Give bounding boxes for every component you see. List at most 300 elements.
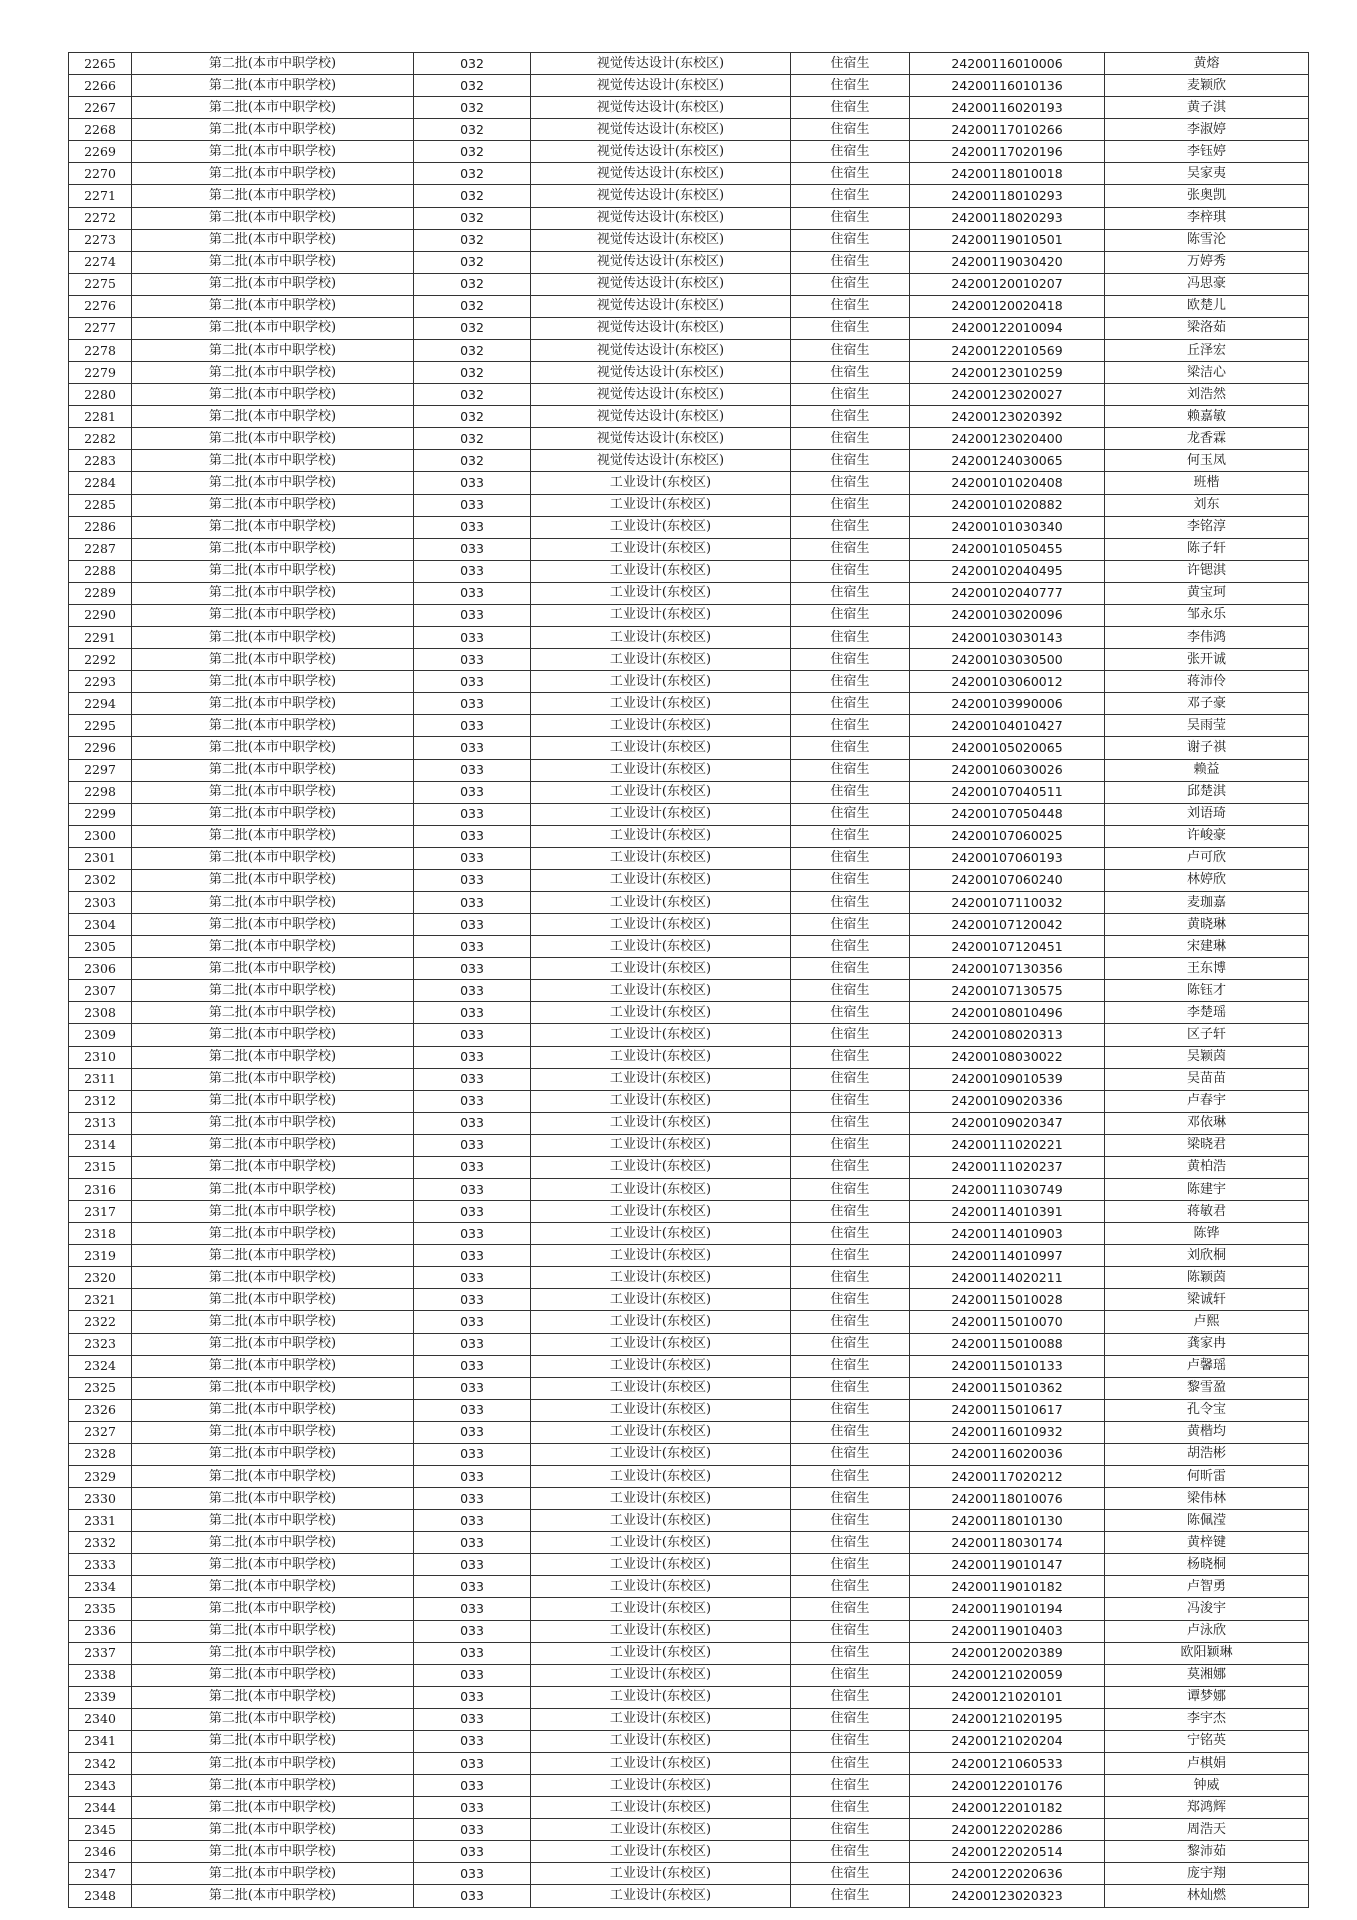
row-number: 2275 [69,273,132,295]
major-code-cell: 033 [414,847,531,869]
exam-number-cell: 24200116020193 [910,97,1105,119]
table-row [69,627,1309,649]
table-row [69,207,1309,229]
exam-number-cell: 24200121020101 [910,1686,1105,1708]
boarding-cell: 住宿生 [791,1576,910,1598]
batch-cell: 第二批(本市中职学校) [132,825,414,847]
student-name-cell: 张奥凯 [1105,185,1309,207]
major-code-cell: 032 [414,141,531,163]
table-row [69,825,1309,847]
exam-number-cell: 24200111030749 [910,1178,1105,1200]
boarding-cell: 住宿生 [791,560,910,582]
major-name-cell: 工业设计(东校区) [531,1355,791,1377]
batch-cell: 第二批(本市中职学校) [132,1156,414,1178]
major-code-cell: 033 [414,781,531,803]
table-row [69,781,1309,803]
major-name-cell: 工业设计(东校区) [531,869,791,891]
batch-cell: 第二批(本市中职学校) [132,1598,414,1620]
major-name-cell: 工业设计(东校区) [531,1333,791,1355]
student-name-cell: 刘欣桐 [1105,1245,1309,1267]
table-row [69,649,1309,671]
exam-number-cell: 24200122020636 [910,1863,1105,1885]
exam-number-cell: 24200116010006 [910,53,1105,75]
student-name-cell: 邓子豪 [1105,693,1309,715]
major-name-cell: 工业设计(东校区) [531,1488,791,1510]
major-code-cell: 033 [414,1355,531,1377]
exam-number-cell: 24200103990006 [910,693,1105,715]
boarding-cell: 住宿生 [791,450,910,472]
row-number: 2327 [69,1421,132,1443]
exam-number-cell: 24200118010130 [910,1510,1105,1532]
boarding-cell: 住宿生 [791,803,910,825]
major-name-cell: 工业设计(东校区) [531,1753,791,1775]
batch-cell: 第二批(本市中职学校) [132,53,414,75]
row-number: 2328 [69,1443,132,1465]
student-name-cell: 陈建宇 [1105,1178,1309,1200]
student-name-cell: 林婷欣 [1105,869,1309,891]
student-name-cell: 黎雪盈 [1105,1377,1309,1399]
major-name-cell: 工业设计(东校区) [531,582,791,604]
major-name-cell: 工业设计(东校区) [531,1068,791,1090]
row-number: 2282 [69,428,132,450]
batch-cell: 第二批(本市中职学校) [132,1466,414,1488]
major-code-cell: 033 [414,1443,531,1465]
boarding-cell: 住宿生 [791,406,910,428]
student-name-cell: 黄晓琳 [1105,914,1309,936]
major-code-cell: 033 [414,1178,531,1200]
boarding-cell: 住宿生 [791,1333,910,1355]
major-code-cell: 033 [414,1289,531,1311]
batch-cell: 第二批(本市中职学校) [132,472,414,494]
batch-cell: 第二批(本市中职学校) [132,273,414,295]
boarding-cell: 住宿生 [791,627,910,649]
boarding-cell: 住宿生 [791,914,910,936]
student-name-cell: 许锶淇 [1105,560,1309,582]
student-name-cell: 李楚瑶 [1105,1002,1309,1024]
student-name-cell: 黄子淇 [1105,97,1309,119]
batch-cell: 第二批(本市中职学校) [132,251,414,273]
row-number: 2287 [69,538,132,560]
major-name-cell: 工业设计(东校区) [531,1554,791,1576]
major-name-cell: 工业设计(东校区) [531,1885,791,1907]
row-number: 2295 [69,715,132,737]
major-name-cell: 工业设计(东校区) [531,560,791,582]
table-row [69,494,1309,516]
major-code-cell: 033 [414,803,531,825]
student-name-cell: 宋建琳 [1105,936,1309,958]
exam-number-cell: 24200119010501 [910,229,1105,251]
exam-number-cell: 24200107120042 [910,914,1105,936]
major-code-cell: 033 [414,1421,531,1443]
major-code-cell: 033 [414,1002,531,1024]
boarding-cell: 住宿生 [791,494,910,516]
major-name-cell: 工业设计(东校区) [531,1245,791,1267]
batch-cell: 第二批(本市中职学校) [132,340,414,362]
major-code-cell: 032 [414,362,531,384]
row-number: 2279 [69,362,132,384]
table-row [69,1134,1309,1156]
major-name-cell: 视觉传达设计(东校区) [531,229,791,251]
row-number: 2315 [69,1156,132,1178]
row-number: 2270 [69,163,132,185]
table-row [69,53,1309,75]
table-row [69,1311,1309,1333]
table-row [69,1488,1309,1510]
student-name-cell: 吴颖茵 [1105,1046,1309,1068]
student-name-cell: 邹永乐 [1105,604,1309,626]
exam-number-cell: 24200122010569 [910,340,1105,362]
major-name-cell: 工业设计(东校区) [531,1598,791,1620]
row-number: 2341 [69,1730,132,1752]
major-code-cell: 033 [414,1554,531,1576]
major-name-cell: 工业设计(东校区) [531,1664,791,1686]
batch-cell: 第二批(本市中职学校) [132,1532,414,1554]
boarding-cell: 住宿生 [791,1245,910,1267]
table-row [69,1576,1309,1598]
major-name-cell: 工业设计(东校区) [531,1267,791,1289]
major-code-cell: 033 [414,1068,531,1090]
student-name-cell: 黎沛茹 [1105,1841,1309,1863]
major-name-cell: 工业设计(东校区) [531,1576,791,1598]
table-row [69,1819,1309,1841]
major-code-cell: 032 [414,229,531,251]
exam-number-cell: 24200123020400 [910,428,1105,450]
table-row [69,1178,1309,1200]
boarding-cell: 住宿生 [791,251,910,273]
major-code-cell: 033 [414,560,531,582]
exam-number-cell: 24200122020286 [910,1819,1105,1841]
exam-number-cell: 24200121060533 [910,1753,1105,1775]
major-name-cell: 工业设计(东校区) [531,494,791,516]
table-row [69,1201,1309,1223]
exam-number-cell: 24200103030500 [910,649,1105,671]
exam-number-cell: 24200102040495 [910,560,1105,582]
major-code-cell: 033 [414,1134,531,1156]
major-code-cell: 033 [414,1708,531,1730]
major-code-cell: 032 [414,251,531,273]
row-number: 2305 [69,936,132,958]
batch-cell: 第二批(本市中职学校) [132,1178,414,1200]
major-code-cell: 033 [414,1576,531,1598]
student-name-cell: 卢可欣 [1105,847,1309,869]
row-number: 2299 [69,803,132,825]
table-row [69,1510,1309,1532]
boarding-cell: 住宿生 [791,1598,910,1620]
major-code-cell: 033 [414,1112,531,1134]
student-name-cell: 麦珈嘉 [1105,891,1309,913]
table-row [69,1289,1309,1311]
student-name-cell: 王东博 [1105,958,1309,980]
major-code-cell: 032 [414,207,531,229]
batch-cell: 第二批(本市中职学校) [132,693,414,715]
table-row [69,1863,1309,1885]
boarding-cell: 住宿生 [791,759,910,781]
student-name-cell: 冯思豪 [1105,273,1309,295]
table-row [69,1708,1309,1730]
major-name-cell: 工业设计(东校区) [531,649,791,671]
batch-cell: 第二批(本市中职学校) [132,1201,414,1223]
exam-number-cell: 24200101030340 [910,516,1105,538]
exam-number-cell: 24200107130356 [910,958,1105,980]
major-code-cell: 033 [414,1024,531,1046]
exam-number-cell: 24200123010259 [910,362,1105,384]
major-code-cell: 033 [414,1223,531,1245]
batch-cell: 第二批(本市中职学校) [132,1576,414,1598]
batch-cell: 第二批(本市中职学校) [132,1002,414,1024]
table-row [69,384,1309,406]
major-code-cell: 032 [414,428,531,450]
table-row [69,1466,1309,1488]
exam-number-cell: 24200103060012 [910,671,1105,693]
exam-number-cell: 24200119010194 [910,1598,1105,1620]
batch-cell: 第二批(本市中职学校) [132,538,414,560]
batch-cell: 第二批(本市中职学校) [132,1024,414,1046]
boarding-cell: 住宿生 [791,1421,910,1443]
exam-number-cell: 24200120020418 [910,295,1105,317]
batch-cell: 第二批(本市中职学校) [132,1708,414,1730]
exam-number-cell: 24200120010207 [910,273,1105,295]
boarding-cell: 住宿生 [791,936,910,958]
exam-number-cell: 24200118010076 [910,1488,1105,1510]
row-number: 2266 [69,75,132,97]
exam-number-cell: 24200103020096 [910,604,1105,626]
row-number: 2309 [69,1024,132,1046]
table-body [69,53,1309,1908]
major-code-cell: 033 [414,1245,531,1267]
student-name-cell: 梁洛茹 [1105,317,1309,339]
major-name-cell: 工业设计(东校区) [531,671,791,693]
row-number: 2333 [69,1554,132,1576]
major-name-cell: 工业设计(东校区) [531,1046,791,1068]
major-code-cell: 033 [414,1267,531,1289]
boarding-cell: 住宿生 [791,649,910,671]
boarding-cell: 住宿生 [791,185,910,207]
boarding-cell: 住宿生 [791,693,910,715]
major-code-cell: 032 [414,97,531,119]
table-row [69,1620,1309,1642]
exam-number-cell: 24200117020196 [910,141,1105,163]
batch-cell: 第二批(本市中职学校) [132,450,414,472]
student-name-cell: 刘语琦 [1105,803,1309,825]
major-name-cell: 工业设计(东校区) [531,1708,791,1730]
boarding-cell: 住宿生 [791,428,910,450]
batch-cell: 第二批(本市中职学校) [132,163,414,185]
major-name-cell: 工业设计(东校区) [531,1466,791,1488]
major-name-cell: 工业设计(东校区) [531,1002,791,1024]
batch-cell: 第二批(本市中职学校) [132,317,414,339]
major-code-cell: 033 [414,980,531,1002]
major-code-cell: 033 [414,958,531,980]
table-row [69,671,1309,693]
row-number: 2277 [69,317,132,339]
major-code-cell: 032 [414,450,531,472]
boarding-cell: 住宿生 [791,1664,910,1686]
row-number: 2292 [69,649,132,671]
student-name-cell: 卢智勇 [1105,1576,1309,1598]
batch-cell: 第二批(本市中职学校) [132,207,414,229]
major-code-cell: 033 [414,627,531,649]
table-row [69,472,1309,494]
boarding-cell: 住宿生 [791,737,910,759]
student-name-cell: 刘东 [1105,494,1309,516]
major-code-cell: 033 [414,649,531,671]
exam-number-cell: 24200119010147 [910,1554,1105,1576]
row-number: 2338 [69,1664,132,1686]
student-name-cell: 卢棋娟 [1105,1753,1309,1775]
batch-cell: 第二批(本市中职学校) [132,406,414,428]
major-code-cell: 033 [414,516,531,538]
table-row [69,75,1309,97]
row-number: 2313 [69,1112,132,1134]
exam-number-cell: 24200109010539 [910,1068,1105,1090]
student-name-cell: 班楷 [1105,472,1309,494]
student-name-cell: 陈佩滢 [1105,1510,1309,1532]
exam-number-cell: 24200118020293 [910,207,1105,229]
student-name-cell: 蒋敏君 [1105,1201,1309,1223]
row-number: 2347 [69,1863,132,1885]
boarding-cell: 住宿生 [791,1090,910,1112]
major-code-cell: 033 [414,869,531,891]
boarding-cell: 住宿生 [791,1510,910,1532]
batch-cell: 第二批(本市中职学校) [132,1245,414,1267]
major-code-cell: 032 [414,317,531,339]
major-name-cell: 工业设计(东校区) [531,737,791,759]
boarding-cell: 住宿生 [791,1002,910,1024]
table-row [69,1775,1309,1797]
major-code-cell: 033 [414,538,531,560]
major-code-cell: 033 [414,1090,531,1112]
table-row [69,362,1309,384]
table-row [69,693,1309,715]
exam-number-cell: 24200115010088 [910,1333,1105,1355]
exam-number-cell: 24200103030143 [910,627,1105,649]
major-name-cell: 视觉传达设计(东校区) [531,428,791,450]
boarding-cell: 住宿生 [791,163,910,185]
batch-cell: 第二批(本市中职学校) [132,1421,414,1443]
exam-number-cell: 24200120020389 [910,1642,1105,1664]
table-row [69,1245,1309,1267]
major-code-cell: 033 [414,582,531,604]
major-name-cell: 工业设计(东校区) [531,1819,791,1841]
exam-number-cell: 24200122010182 [910,1797,1105,1819]
row-number: 2346 [69,1841,132,1863]
major-name-cell: 工业设计(东校区) [531,759,791,781]
batch-cell: 第二批(本市中职学校) [132,1090,414,1112]
row-number: 2323 [69,1333,132,1355]
major-code-cell: 032 [414,340,531,362]
student-name-cell: 赖嘉敏 [1105,406,1309,428]
exam-number-cell: 24200119030420 [910,251,1105,273]
row-number: 2331 [69,1510,132,1532]
row-number: 2307 [69,980,132,1002]
batch-cell: 第二批(本市中职学校) [132,803,414,825]
student-name-cell: 冯浚宇 [1105,1598,1309,1620]
table-row [69,1753,1309,1775]
batch-cell: 第二批(本市中职学校) [132,671,414,693]
table-row [69,538,1309,560]
exam-number-cell: 24200118010293 [910,185,1105,207]
exam-number-cell: 24200115010362 [910,1377,1105,1399]
major-name-cell: 工业设计(东校区) [531,958,791,980]
student-name-cell: 梁晓君 [1105,1134,1309,1156]
major-code-cell: 033 [414,1664,531,1686]
boarding-cell: 住宿生 [791,1134,910,1156]
table-row [69,958,1309,980]
boarding-cell: 住宿生 [791,604,910,626]
boarding-cell: 住宿生 [791,317,910,339]
exam-number-cell: 24200114010997 [910,1245,1105,1267]
exam-number-cell: 24200117010266 [910,119,1105,141]
exam-number-cell: 24200114010391 [910,1201,1105,1223]
exam-number-cell: 24200108010496 [910,1002,1105,1024]
boarding-cell: 住宿生 [791,1311,910,1333]
major-name-cell: 工业设计(东校区) [531,715,791,737]
batch-cell: 第二批(本市中职学校) [132,1223,414,1245]
boarding-cell: 住宿生 [791,1841,910,1863]
major-name-cell: 工业设计(东校区) [531,472,791,494]
student-name-cell: 黄熔 [1105,53,1309,75]
boarding-cell: 住宿生 [791,1201,910,1223]
row-number: 2308 [69,1002,132,1024]
major-code-cell: 033 [414,1466,531,1488]
table-row [69,450,1309,472]
student-name-cell: 欧楚儿 [1105,295,1309,317]
major-name-cell: 工业设计(东校区) [531,538,791,560]
table-row [69,1598,1309,1620]
major-code-cell: 033 [414,914,531,936]
major-code-cell: 033 [414,891,531,913]
boarding-cell: 住宿生 [791,472,910,494]
batch-cell: 第二批(本市中职学校) [132,1730,414,1752]
table-row [69,1024,1309,1046]
student-name-cell: 吴雨莹 [1105,715,1309,737]
student-name-cell: 钟威 [1105,1775,1309,1797]
major-code-cell: 033 [414,1841,531,1863]
major-code-cell: 032 [414,119,531,141]
table-row [69,1002,1309,1024]
student-name-cell: 卢馨瑶 [1105,1355,1309,1377]
row-number: 2337 [69,1642,132,1664]
major-name-cell: 视觉传达设计(东校区) [531,406,791,428]
boarding-cell: 住宿生 [791,1112,910,1134]
batch-cell: 第二批(本市中职学校) [132,516,414,538]
batch-cell: 第二批(本市中职学校) [132,97,414,119]
boarding-cell: 住宿生 [791,1885,910,1907]
student-name-cell: 胡浩彬 [1105,1443,1309,1465]
boarding-cell: 住宿生 [791,1488,910,1510]
major-name-cell: 工业设计(东校区) [531,1775,791,1797]
admission-list-page [68,52,1308,1908]
major-code-cell: 033 [414,1797,531,1819]
batch-cell: 第二批(本市中职学校) [132,759,414,781]
major-code-cell: 033 [414,1885,531,1907]
boarding-cell: 住宿生 [791,1024,910,1046]
row-number: 2274 [69,251,132,273]
batch-cell: 第二批(本市中职学校) [132,185,414,207]
boarding-cell: 住宿生 [791,1046,910,1068]
row-number: 2284 [69,472,132,494]
exam-number-cell: 24200124030065 [910,450,1105,472]
major-code-cell: 033 [414,494,531,516]
major-name-cell: 工业设计(东校区) [531,1112,791,1134]
row-number: 2311 [69,1068,132,1090]
table-row [69,737,1309,759]
table-row [69,97,1309,119]
student-name-cell: 黄梓键 [1105,1532,1309,1554]
table-row [69,1532,1309,1554]
batch-cell: 第二批(本市中职学校) [132,75,414,97]
major-name-cell: 视觉传达设计(东校区) [531,141,791,163]
